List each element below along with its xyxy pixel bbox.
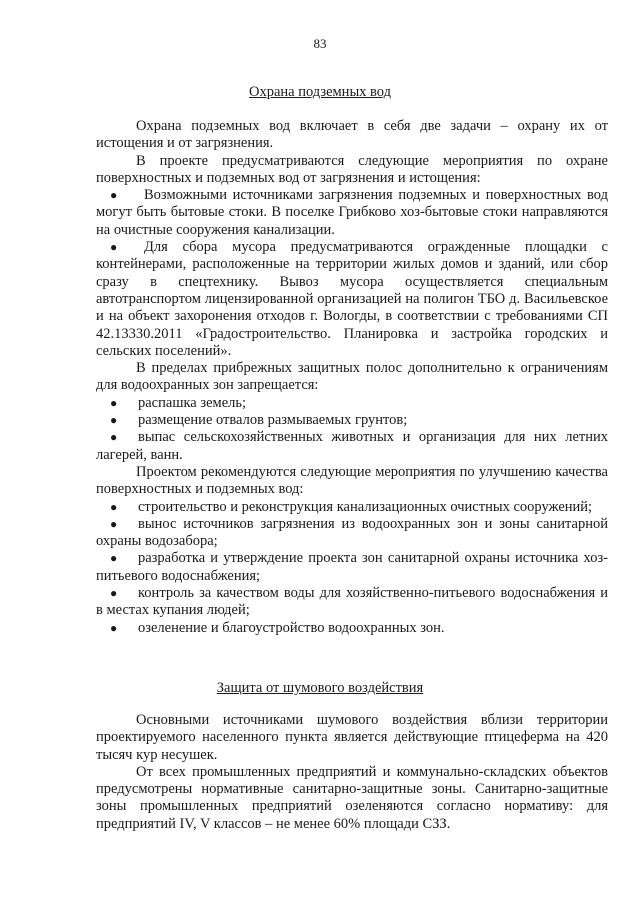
list-item-text: разработка и утверждение проекта зон санитарной охраны источника хоз-питьевого водоснабжения; [96, 550, 608, 584]
bullet-icon: ● [110, 430, 118, 445]
list-item-text: вынос источников загрязнения из водоохранных зон и зоны санитарной охраны водозабора; [96, 515, 608, 550]
list-item [96, 187, 608, 239]
list-item-text: распашка земель; [138, 394, 247, 411]
list-item [96, 620, 608, 637]
paragraph: Охрана подземных вод включает в себя две задачи – охрану их от истощения и от загрязнения. [96, 118, 608, 152]
bullet-icon: ● [110, 499, 118, 514]
bullet-icon: ● [110, 413, 118, 428]
paragraph: Проектом рекомендуются следующие мероприятия по улучшению качества поверхностных и подземных вод: [96, 463, 608, 498]
list-item [96, 429, 608, 464]
list-item [96, 499, 608, 516]
bullet-icon: ● [110, 620, 118, 635]
paragraph: В проекте предусматриваются следующие мероприятия по охране поверхностных и подземных вод от загрязнения и истощения: [96, 152, 608, 186]
list-item [96, 585, 608, 620]
paragraph: В пределах прибрежных защитных полос дополнительно к ограничениям для водоохранных зон запрещается: [96, 360, 608, 394]
list-item-text: строительство и реконструкция канализационных очистных сооружений; [138, 498, 593, 515]
paragraph: Основными источниками шумового воздействия вблизи территории проектируемого населенного пункта является действующие птицеферма на 420 тысяч кур несушек. [96, 712, 608, 763]
list-item-text: размещение отвалов размываемых грунтов; [138, 412, 408, 429]
list-item [96, 516, 608, 551]
page-number: 83 [313, 36, 327, 51]
section-title-groundwater: Охрана подземных вод [248, 84, 392, 100]
list-item-text: выпас сельскохозяйственных животных и организация для них летних лагерей, ванн. [96, 429, 608, 463]
list-item-text: Для сбора мусора предусматриваются огражденные площадки с контейнерами, расположенные на территории жилых домов и зданий, или сбор сразу в спецтехнику. Вывоз мусора осуществляется специальным автотранспортом лицензированной организацией на полигон ТБО д. Васильевское и на объект захоронения отходов г. Вологды, в соответствии с требованиями СП 42.13330.2011 «Градостроительство. Планировка и застройка городских и сельских поселений». [96, 239, 608, 359]
list-item-text: Возможными источниками загрязнения подземных и поверхностных вод могут быть бытовые стоки. В поселке Грибково хоз-бытовые стоки направляются на очистные сооружения канализации. [96, 187, 608, 238]
list-item-text: контроль за качеством воды для хозяйственно-питьевого водоснабжения и в местах купания людей; [96, 585, 608, 619]
bullet-icon: ● [110, 240, 118, 255]
bullet-icon: ● [110, 551, 118, 566]
list-item-text: озеленение и благоустройство водоохранных зон. [138, 619, 445, 636]
bullet-icon: ● [110, 516, 118, 531]
bullet-icon: ● [110, 395, 118, 410]
section-title-noise: Защита от шумового воздействия [216, 680, 424, 696]
section-noise-body [96, 712, 608, 833]
list-item [96, 239, 608, 360]
section-groundwater-body [96, 118, 608, 637]
list-item [96, 550, 608, 585]
list-item [96, 395, 608, 412]
list-item [96, 412, 608, 429]
bullet-icon: ● [110, 586, 118, 601]
bullet-icon: ● [110, 188, 118, 203]
paragraph: От всех промышленных предприятий и коммунально-складских объектов предусмотрены нормативные санитарно-защитные зоны. Санитарно-защитные зоны промышленных предприятий озеленяются согласно нормативу: для предприятий IV, V классов – не менее 60% площади СЗЗ. [96, 763, 608, 832]
